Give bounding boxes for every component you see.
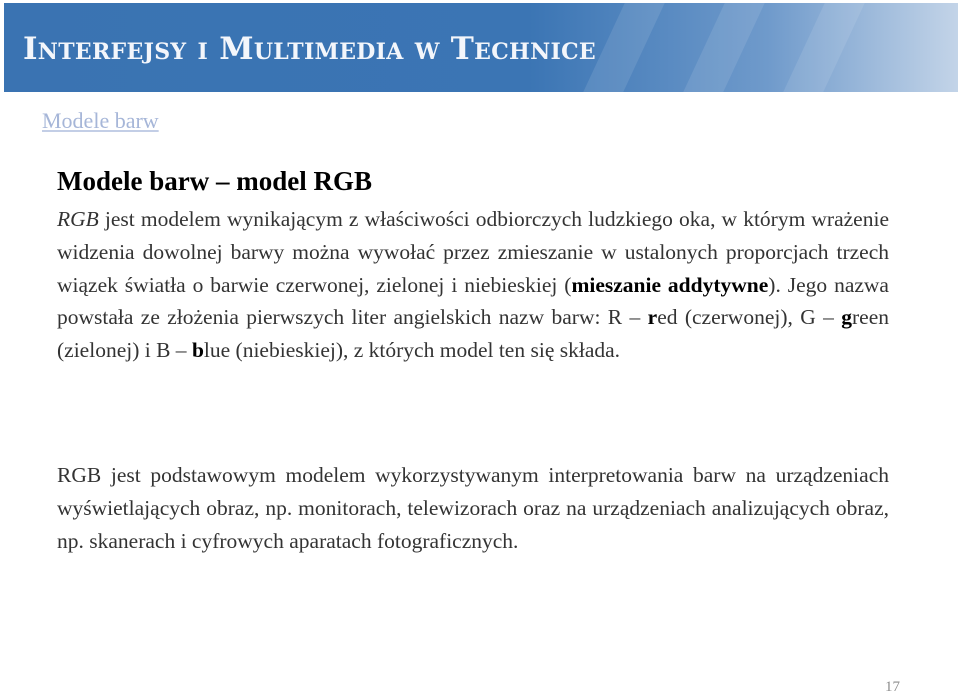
bold-initial-red: r [647,305,658,330]
header-decoration [683,3,765,92]
bold-initial-green: g [841,305,852,330]
presentation-title: Interfejsy i Multimedia w Technice [23,31,596,67]
header-band [4,3,958,92]
paragraph-text: reen (zielonej) i B – [57,305,889,363]
paragraph-text: ). Jego nazwa powstała ze złożenia pierwszych liter angielskich nazw barw: R – [57,272,889,330]
paragraph-rgb-usage: RGB jest podstawowym modelem wykorzystywanym interpretowania barw na urządzeniach wyświetlających obraz, np. monitorach, telewizorach oraz na urządzeniach analizujących obraz, np. skanerach i cyfrowych aparatach fotograficznych. [57,463,889,553]
header-decoration [783,3,865,92]
bold-initial-blue: b [191,338,204,363]
paragraph-text: ed (czerwonej), G – [657,305,842,330]
paragraph-text: jest modelem wynikającym z właściwości odbiorczych ludzkiego oka, w którym wrażenie widzenia dowolnej barwy można wywołać przez zmieszanie w ustalonych proporcjach trzech wiązek światła o barwie czerwonej, zielonej i niebieskiej ( [57,207,889,297]
page-number: 17 [885,679,900,695]
term-rgb: RGB [57,207,99,231]
bold-term-mixing: mieszanie addytywne [571,272,769,297]
paragraph-text: lue (niebieskiej), z których model ten się składa. [203,338,621,363]
slide-heading: Modele barw – model RGB [57,166,372,196]
section-link-modele-barw[interactable]: Modele barw [42,108,159,133]
paragraph-rgb-definition [57,203,889,367]
